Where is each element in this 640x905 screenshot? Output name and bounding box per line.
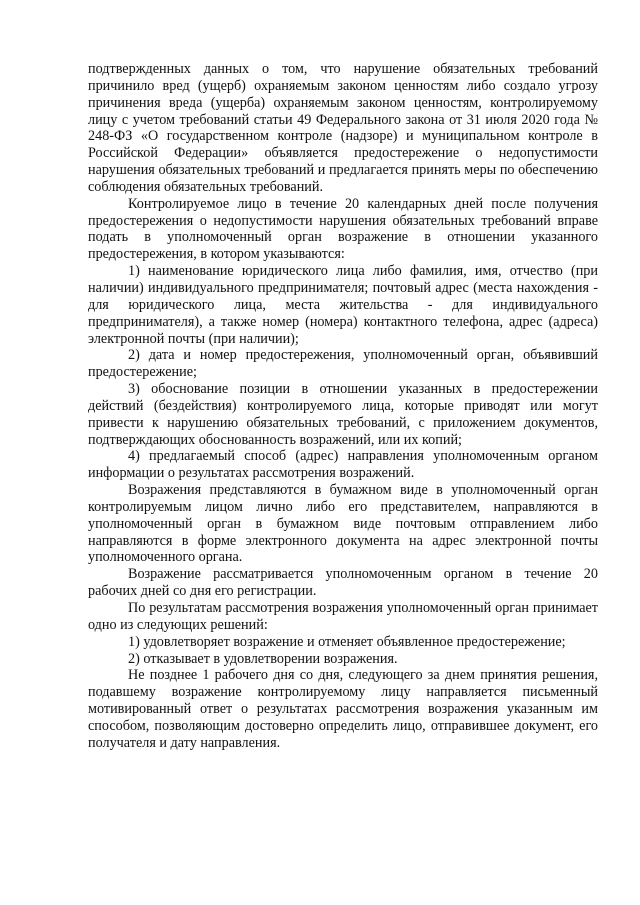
decision-item-2-refuse: 2) отказывает в удовлетворении возражения.	[128, 650, 398, 667]
document-body	[88, 61, 598, 752]
list-item-4-response-method: 4) предлагаемый способ (адрес) направления уполномоченным органом информации о результатах рассмотрения возражений.	[88, 448, 598, 482]
paragraph-review-decisions: По результатам рассмотрения возражения уполномоченный орган принимает одно из следующих решений:	[88, 600, 598, 633]
list-item-3-justification: 3) обоснование позиции в отношении указанных в предостережении действий (бездействия) контролируемого лица, которые приводят или могут привести к нарушению обязательных требований, с приложением документов, подтверждающих обоснованность возражений, или их копий;	[88, 381, 598, 448]
paragraph-response-deadline: Не позднее 1 рабочего дня со дня, следующего за днем принятия решения, подавшему возражение контролируемому лицу направляется письменный мотивированный ответ о результатах рассмотрения возражения указанным им способом, позволяющим достоверно определить лицо, отправившее документ, его получателя и дату направления.	[88, 667, 598, 751]
list-item-2-date-number: 2) дата и номер предостережения, уполномоченный орган, объявивший предостережение;	[88, 347, 598, 381]
decision-item-1-satisfy: 1) удовлетворяет возражение и отменяет объявленное предостережение;	[128, 633, 566, 650]
list-item-1-name-address: 1) наименование юридического лица либо фамилия, имя, отчество (при наличии) индивидуального предпринимателя; почтовый адрес (места нахождения - для юридического лица, места жительства - для индивидуального предпринимателя), а также номер (номера) контактного телефона, адрес (адреса) электронной почты (при наличии);	[88, 263, 598, 347]
paragraph-objection-right: Контролируемое лицо в течение 20 календарных дней после получения предостережения о недопустимости нарушения обязательных требований вправе подать в уполномоченный орган возражение в отношении указанного предостережения, в котором указываются:	[88, 195, 598, 263]
paragraph-objection-submission: Возражения представляются в бумажном виде в уполномоченный орган контролируемым лицом лично либо его представителем, направляются в уполномоченный орган в бумажном виде почтовым отправлением либо направляются в форме электронного документа на адрес электронной почты уполномоченного органа.	[88, 482, 598, 566]
paragraph-review-period: Возражение рассматривается уполномоченным органом в течение 20 рабочих дней со дня его регистрации.	[88, 566, 598, 600]
paragraph-warning-announcement: подтвержденных данных о том, что нарушение обязательных требований причинило вред (ущерб) охраняемым законом ценностям либо создало угрозу причинения вреда (ущерба) охраняемым законом ценностям, контролируемому лицу с учетом требований статьи 49 Федерального закона от 31 июля 2020 года № 248-ФЗ «О государственном контроле (надзоре) и муниципальном контроле в Российской Федерации» объявляется предостережение о недопустимости нарушения обязательных требований и предлагается принять меры по обеспечению соблюдения обязательных требований.	[88, 61, 598, 195]
